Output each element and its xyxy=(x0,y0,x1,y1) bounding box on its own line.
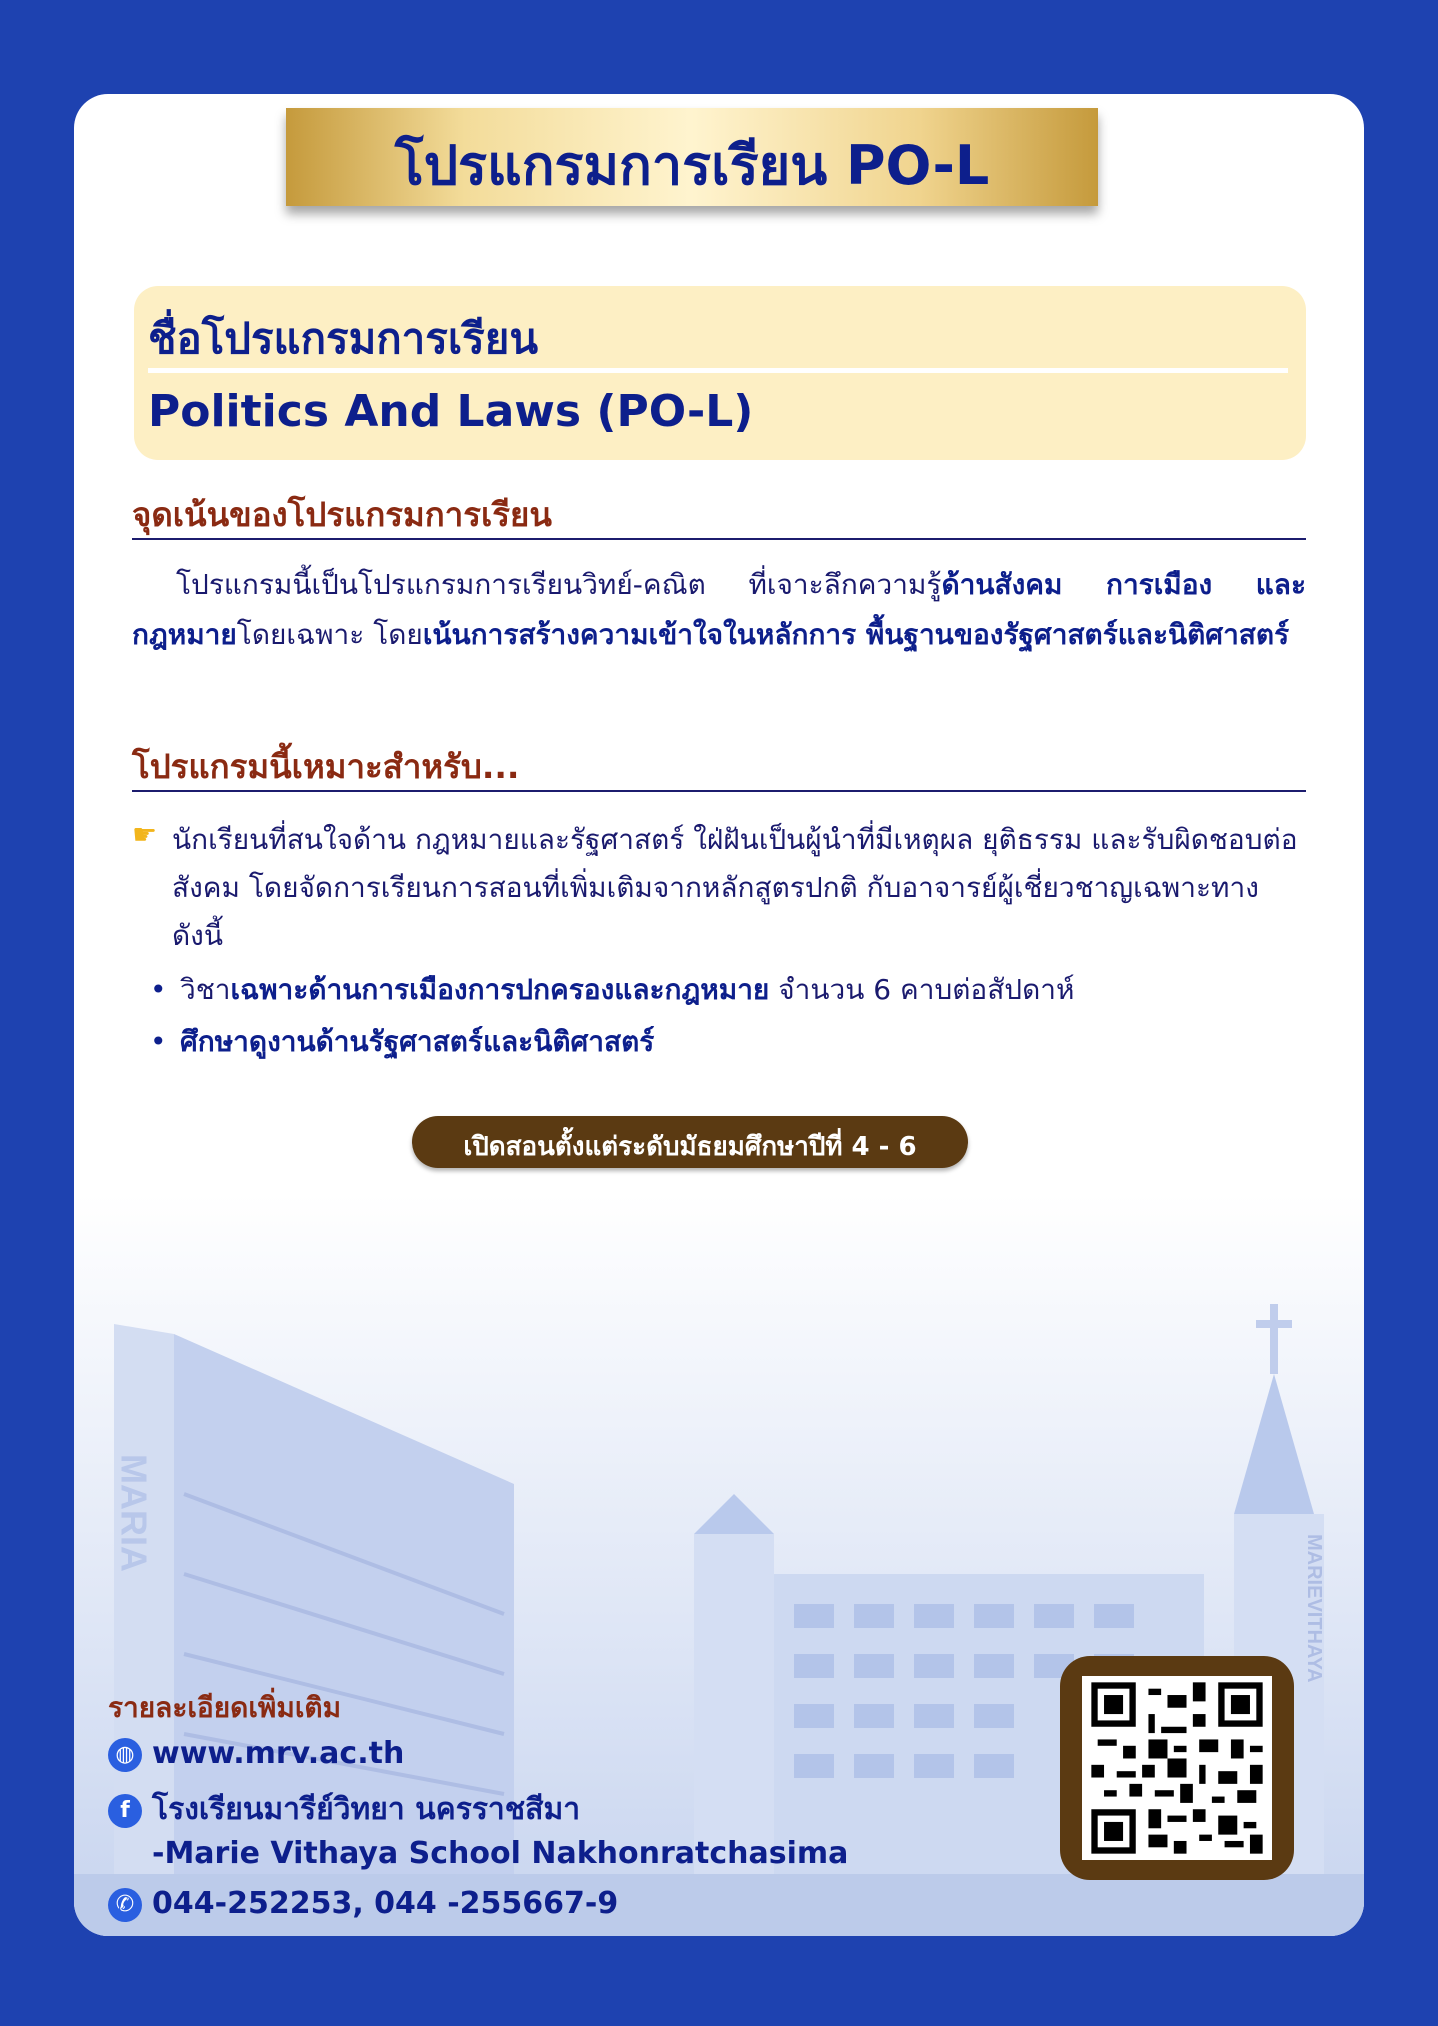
phone-row xyxy=(108,1886,618,1922)
pointing-hand-icon: ☛ xyxy=(132,818,158,851)
list-item xyxy=(150,966,1074,1014)
phone-number: 044-252253, 044 -255667-9 xyxy=(152,1886,619,1921)
program-name: Politics And Laws (PO-L) xyxy=(148,386,754,437)
list-item xyxy=(150,1018,654,1066)
qr-code-frame xyxy=(1060,1656,1294,1880)
program-name-divider xyxy=(148,368,1288,373)
website-row[interactable] xyxy=(108,1736,404,1772)
page-title: โปรแกรมการเรียน PO-L xyxy=(394,134,990,197)
building-sign-right: MARIEVITHAYA xyxy=(1303,1534,1325,1683)
bullet-1-bold: เฉพาะด้านการเมืองการปกครองและกฎหมาย xyxy=(230,973,770,1006)
facebook-name-th[interactable]: โรงเรียนมารีย์วิทยา นครราชสีมา xyxy=(152,1792,581,1827)
phone-icon: ✆ xyxy=(108,1888,142,1922)
title-banner xyxy=(286,108,1098,206)
bullet-1-pre: วิชา xyxy=(180,973,231,1006)
level-badge-text: เปิดสอนตั้งแต่ระดับมัธยมศึกษาปีที่ 4 - 6 xyxy=(463,1132,917,1162)
bullet-icon: • xyxy=(150,1025,167,1058)
focus-text-2: ด้านสังคม การเมือง และ กฎหมาย xyxy=(132,568,1307,651)
bullet-icon: • xyxy=(150,973,167,1006)
focus-paragraph xyxy=(132,560,1306,660)
contact-heading: รายละเอียดเพิ่มเติม xyxy=(108,1691,342,1724)
suitable-intro: นักเรียนที่สนใจด้าน กฎหมายและรัฐศาสตร์ ใฝ่ฝันเป็นผู้นำที่มีเหตุผล ยุติธรรม และรับผิดชอบต่อสังคม โดยจัดการเรียนการสอนที่เพิ่มเติมจากหลักสูตรปกติ กับอาจารย์ผู้เชี่ยวชาญเฉพาะทาง ดังนี้ xyxy=(172,823,1298,952)
focus-heading: จุดเน้นของโปรแกรมการเรียน xyxy=(132,495,552,534)
content-card xyxy=(74,94,1364,1936)
program-name-heading: ชื่อโปรแกรมการเรียน xyxy=(148,314,539,363)
focus-text-4: เน้นการสร้างความเข้าใจในหลักการ พื้นฐานของรัฐศาสตร์และนิติศาสตร์ xyxy=(422,618,1290,651)
focus-text-1: โปรแกรมนี้เป็นโปรแกรมการเรียนวิทย์-คณิต ที่เจาะลึกความรู้ xyxy=(176,568,942,601)
suitable-heading: โปรแกรมนี้เหมาะสำหรับ... xyxy=(132,747,520,786)
bullet-1-post: จำนวน 6 คาบต่อสัปดาห์ xyxy=(769,973,1075,1006)
focus-text-3: โดยเฉพาะ โดย xyxy=(236,618,423,651)
globe-icon: ◍ xyxy=(108,1738,142,1772)
facebook-icon: f xyxy=(108,1794,142,1828)
facebook-name-en[interactable]: -Marie Vithaya School Nakhonratchasima xyxy=(152,1836,849,1871)
bullet-2: ศึกษาดูงานด้านรัฐศาสตร์และนิติศาสตร์ xyxy=(180,1025,655,1058)
level-badge xyxy=(412,1116,968,1168)
qr-code[interactable] xyxy=(1082,1676,1272,1860)
program-name-box xyxy=(134,286,1306,460)
facebook-row[interactable] xyxy=(108,1786,580,1833)
focus-divider xyxy=(132,538,1306,540)
website-link[interactable]: www.mrv.ac.th xyxy=(152,1736,405,1771)
qr-code-pattern xyxy=(1082,1676,1272,1860)
building-sign-left: MARIA xyxy=(113,1454,155,1572)
suitable-divider xyxy=(132,790,1306,792)
